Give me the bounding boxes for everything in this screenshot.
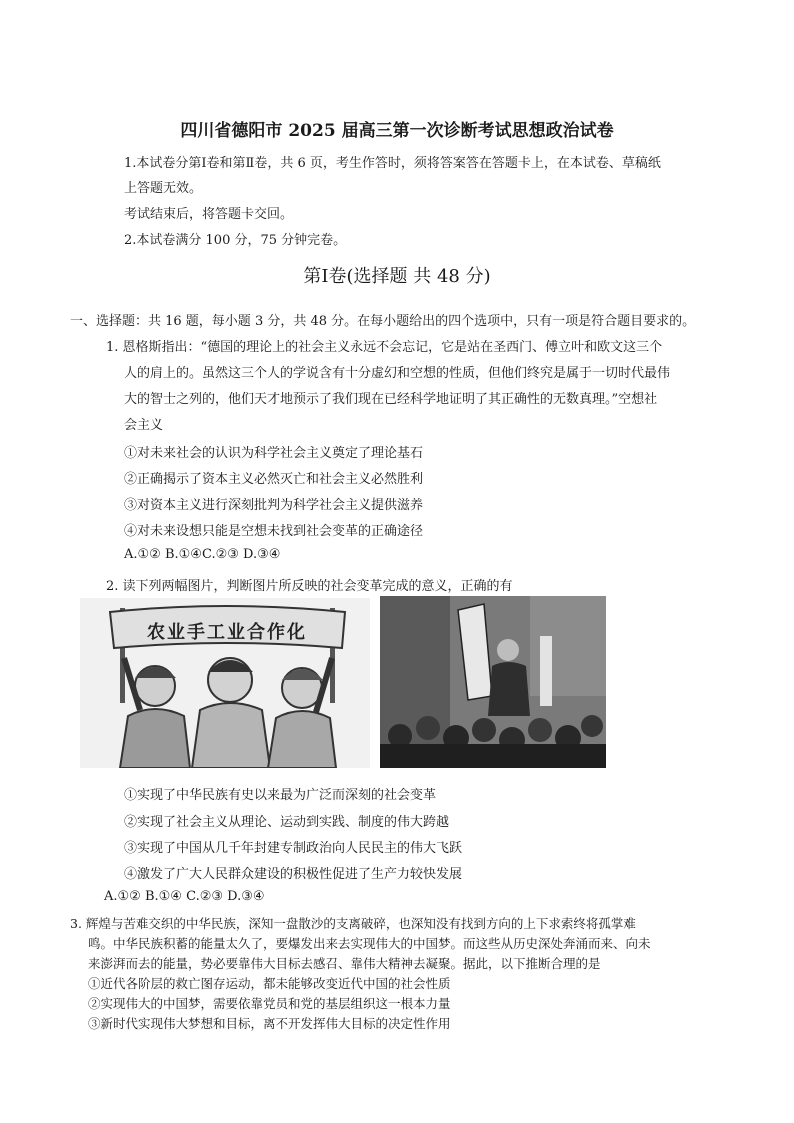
q3-option-3: ③新时代实现伟大梦想和目标，离不开发挥伟大目标的决定性作用 <box>88 1016 451 1031</box>
q3-stem-line-1: 3. 辉煌与苦难交织的中华民族，深知一盘散沙的支离破碎，也深知没有找到方向的上下求索终将孤掌难 <box>70 916 636 931</box>
q1-stem-line-3: 大的智士之列的，他们天才地预示了我们现在已经科学地证明了其正确性的无数真理。”空想社 <box>124 392 658 407</box>
q3-stem-line-3: 来澎湃而去的能量，势必要靠伟大目标去感召、靠伟大精神去凝聚。据此，以下推断合理的是 <box>88 956 601 971</box>
q2-option-4: ④激发了广大人民群众建设的积极性促进了生产力较快发展 <box>124 867 463 882</box>
q3-option-2: ②实现伟大的中国梦，需要依靠党员和党的基层组织这一根本力量 <box>88 996 451 1011</box>
section-instruction: 一、选择题：共 16 题，每小题 3 分，共 48 分。在每小题给出的四个选项中，只有一项是符合题目要求的。 <box>70 314 696 329</box>
q2-choices: A.①② B.①④ C.②③ D.③④ <box>104 889 265 904</box>
q3-stem-line-2: 鸣。中华民族积蓄的能量太久了，要爆发出来去实现伟大的中国梦。而这些从历史深处奔涌而来、向未 <box>88 936 651 951</box>
q1-stem-line-2: 人的肩上的。虽然这三个人的学说含有十分虚幻和空想的性质，但他们终究是属于一切时代最伟 <box>124 366 671 381</box>
q1-option-3: ③对资本主义进行深刻批判为科学社会主义提供滋养 <box>124 498 424 513</box>
historic-photo <box>380 596 606 768</box>
cartoon-picture <box>80 598 370 768</box>
q3-option-1: ①近代各阶层的救亡图存运动，都未能够改变近代中国的社会性质 <box>88 976 451 991</box>
q1-option-4: ④对未来设想只能是空想未找到社会变革的正确途径 <box>124 524 424 539</box>
q1-choices: A.①② B.①④C.②③ D.③④ <box>124 547 281 562</box>
note-line-2: 上答题无效。 <box>124 181 203 196</box>
q2-option-2: ②实现了社会主义从理论、运动到实践、制度的伟大跨越 <box>124 815 450 830</box>
q2-option-3: ③实现了中国从几千年封建专制政治向人民民主的伟大飞跃 <box>124 841 463 856</box>
q2-option-1: ①实现了中华民族有史以来最为广泛而深刻的社会变革 <box>124 788 437 803</box>
banner-caption: 农业手工业合作化 <box>147 622 307 643</box>
q1-stem-line-4: 会主义 <box>124 418 164 433</box>
q1-stem-line-1: 1. 恩格斯指出：“德国的理论上的社会主义永远不会忘记，它是站在圣西门、傅立叶和欧文这三个 <box>106 340 663 355</box>
q1-option-2: ②正确揭示了资本主义必然灭亡和社会主义必然胜利 <box>124 472 424 487</box>
q1-option-1: ①对未来社会的认识为科学社会主义奠定了理论基石 <box>124 446 424 461</box>
crowd-photo-illustration <box>380 596 606 768</box>
note-line-1: 1.本试卷分第Ⅰ卷和第Ⅱ卷，共 6 页，考生作答时，须将答案答在答题卡上，在本试卷、草稿纸 <box>124 156 661 171</box>
q2-stem: 2. 读下列两幅图片，判断图片所反映的社会变革完成的意义，正确的有 <box>106 579 513 594</box>
exam-title: 四川省德阳市 2025 届高三第一次诊断考试思想政治试卷 <box>180 121 614 141</box>
section-title: 第Ⅰ卷(选择题 共 48 分) <box>303 266 491 287</box>
note-line-3: 考试结束后，将答题卡交回。 <box>124 207 294 222</box>
note-line-4: 2.本试卷满分 100 分，75 分钟完卷。 <box>124 233 347 248</box>
